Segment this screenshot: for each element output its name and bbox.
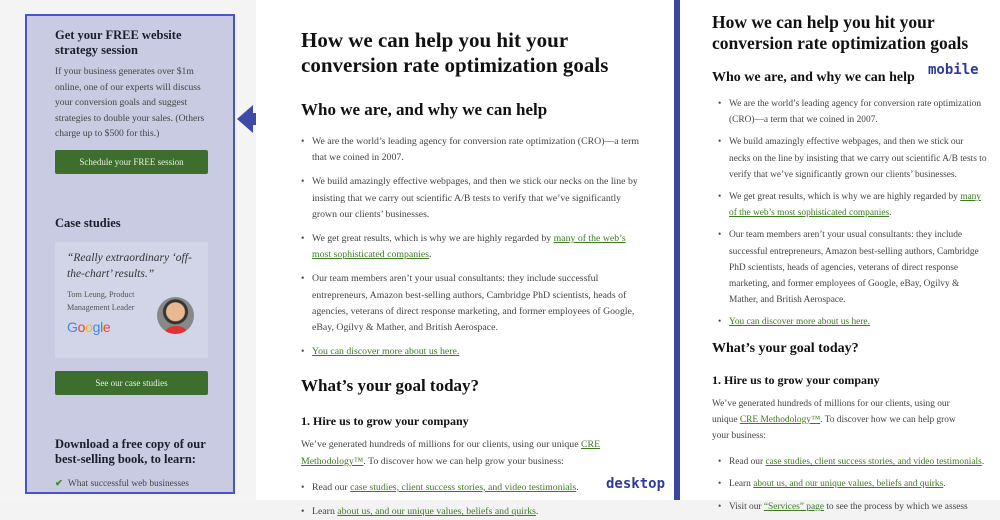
who-list: [301, 134, 646, 360]
values-link[interactable]: about us, and our unique values, beliefs and quirks: [337, 506, 536, 518]
strategy-title: Get your FREE website strategy session: [55, 28, 182, 57]
about-us-link[interactable]: You can discover more about us here.: [312, 346, 460, 358]
list-item: • We get great results, which is why we are highly regarded by many of the web’s most sophisticated companies.: [712, 189, 987, 221]
list-item: • Our team members aren’t your usual consultants: they include successful entrepreneurs, Amazon best-selling authors, Cambridge PhD scientists, heads of agencies, veterans of direct response marketing, and former employees of Google, eBay, Ogilvy & Mather, and British Aerospace.: [301, 271, 646, 336]
list-item: [712, 314, 987, 330]
schedule-session-button[interactable]: Schedule your FREE session: [55, 150, 208, 174]
list-item: [301, 344, 646, 360]
page-title: How we can help you hit your conversion rate optimization goals: [301, 28, 609, 77]
about-us-link[interactable]: You can discover more about us here.: [729, 317, 870, 328]
list-item: • Read our case studies, client success stories, and video testimonials.: [301, 480, 601, 496]
testimonial-card: [55, 242, 208, 358]
goal-list: [712, 454, 992, 515]
cre-methodology-link[interactable]: CRE Methodology™: [301, 439, 601, 467]
companies-link[interactable]: many of the web’s most sophisticated companies: [312, 233, 626, 261]
page-title: How we can help you hit your conversion rate optimization goals: [712, 12, 969, 53]
hire-heading: 1. Hire us to grow your company: [301, 414, 469, 429]
list-item: • Learn about us, and our unique values, beliefs and quirks.: [301, 504, 601, 520]
list-item: • Our team members aren’t your usual consultants: they include successful entrepreneurs, Amazon best-selling authors, Cambridge PhD scientists, heads of agencies, veterans of direct response marketing, and former employees of Google, eBay, Ogilvy & Mather, and British Aerospace.: [712, 227, 987, 308]
case-studies-title: Case studies: [55, 216, 121, 230]
sidebar-highlight: [25, 14, 235, 494]
list-item: • Read our case studies, client success stories, and video testimonials.: [712, 454, 992, 470]
who-heading: Who we are, and why we can help: [712, 70, 915, 85]
download-title: Download a free copy of our best-selling book, to learn:: [55, 437, 206, 466]
list-item: • We build amazingly effective webpages, and then we stick our necks on the line by insisting that we carry out scientific A/B tests to verify that we’ve significantly grown our clients’ businesses.: [301, 174, 646, 223]
values-link[interactable]: about us, and our unique values, beliefs and quirks: [753, 479, 944, 490]
list-item: • We are the world’s leading agency for conversion rate optimization (CRO)—a term that we coined in 2007.: [301, 134, 646, 166]
cre-methodology-link[interactable]: CRE Methodology™: [739, 414, 821, 425]
hire-heading: 1. Hire us to grow your company: [712, 372, 880, 387]
check-icon: ✔: [55, 479, 63, 489]
goal-heading: What’s your goal today?: [712, 340, 859, 356]
list-item: • We build amazingly effective webpages, and then we stick our necks on the line by insisting that we carry out scientific A/B tests to verify that we’ve significantly grown our clients’ businesses.: [712, 134, 987, 183]
hire-text: We’ve generated hundreds of millions for our clients, using our unique CRE Methodology™. To discover how we can help grow your business:: [301, 439, 601, 467]
desktop-label: desktop: [606, 476, 666, 492]
testimonial-quote: “Really extraordinary ‘off-the-chart’ results.”: [67, 252, 192, 280]
case-studies-link[interactable]: case studies, client success stories, and video testimonials: [350, 481, 577, 493]
see-case-studies-button[interactable]: See our case studies: [55, 371, 208, 395]
item-text: We get great results, which is why we are highly regarded by: [312, 233, 554, 245]
checklist-item: [55, 478, 189, 490]
desktop-view: [256, 0, 674, 518]
testimonial-author: Tom Leung, Product Management Leader: [67, 290, 135, 312]
who-heading: Who we are, and why we can help: [301, 100, 548, 119]
companies-link[interactable]: many of the web’s most sophisticated companies: [729, 192, 982, 219]
list-item: • Learn about us, and our unique values, beliefs and quirks.: [712, 476, 992, 492]
goal-heading: What’s your goal today?: [301, 376, 480, 396]
list-item: • Visit our “Services” page to see the process by which we assess: [712, 499, 992, 515]
google-logo: Google: [67, 319, 111, 335]
checklist-text: What successful web businesses: [67, 479, 189, 489]
avatar: [157, 297, 194, 334]
case-studies-link[interactable]: case studies, client success stories, and video testimonials: [765, 457, 982, 468]
list-item: • We get great results, which is why we are highly regarded by many of the web’s most sophisticated companies.: [301, 231, 646, 263]
strategy-text: If your business generates over $1m online, one of our experts will discuss your conversion goals and suggest strategies to double your sales. (Others charge up to $500 for this.): [55, 66, 205, 140]
arrow-left-icon: [237, 105, 253, 133]
list-item: • We are the world’s leading agency for conversion rate optimization (CRO)—a term that we coined in 2007.: [712, 96, 987, 128]
who-list: [712, 96, 987, 331]
hire-text: We’ve generated hundreds of millions for our clients, using our unique CRE Methodology™. To discover how we can help grow your business:: [712, 398, 956, 442]
services-link[interactable]: “Services” page: [763, 501, 824, 512]
mobile-label: mobile: [928, 62, 979, 78]
